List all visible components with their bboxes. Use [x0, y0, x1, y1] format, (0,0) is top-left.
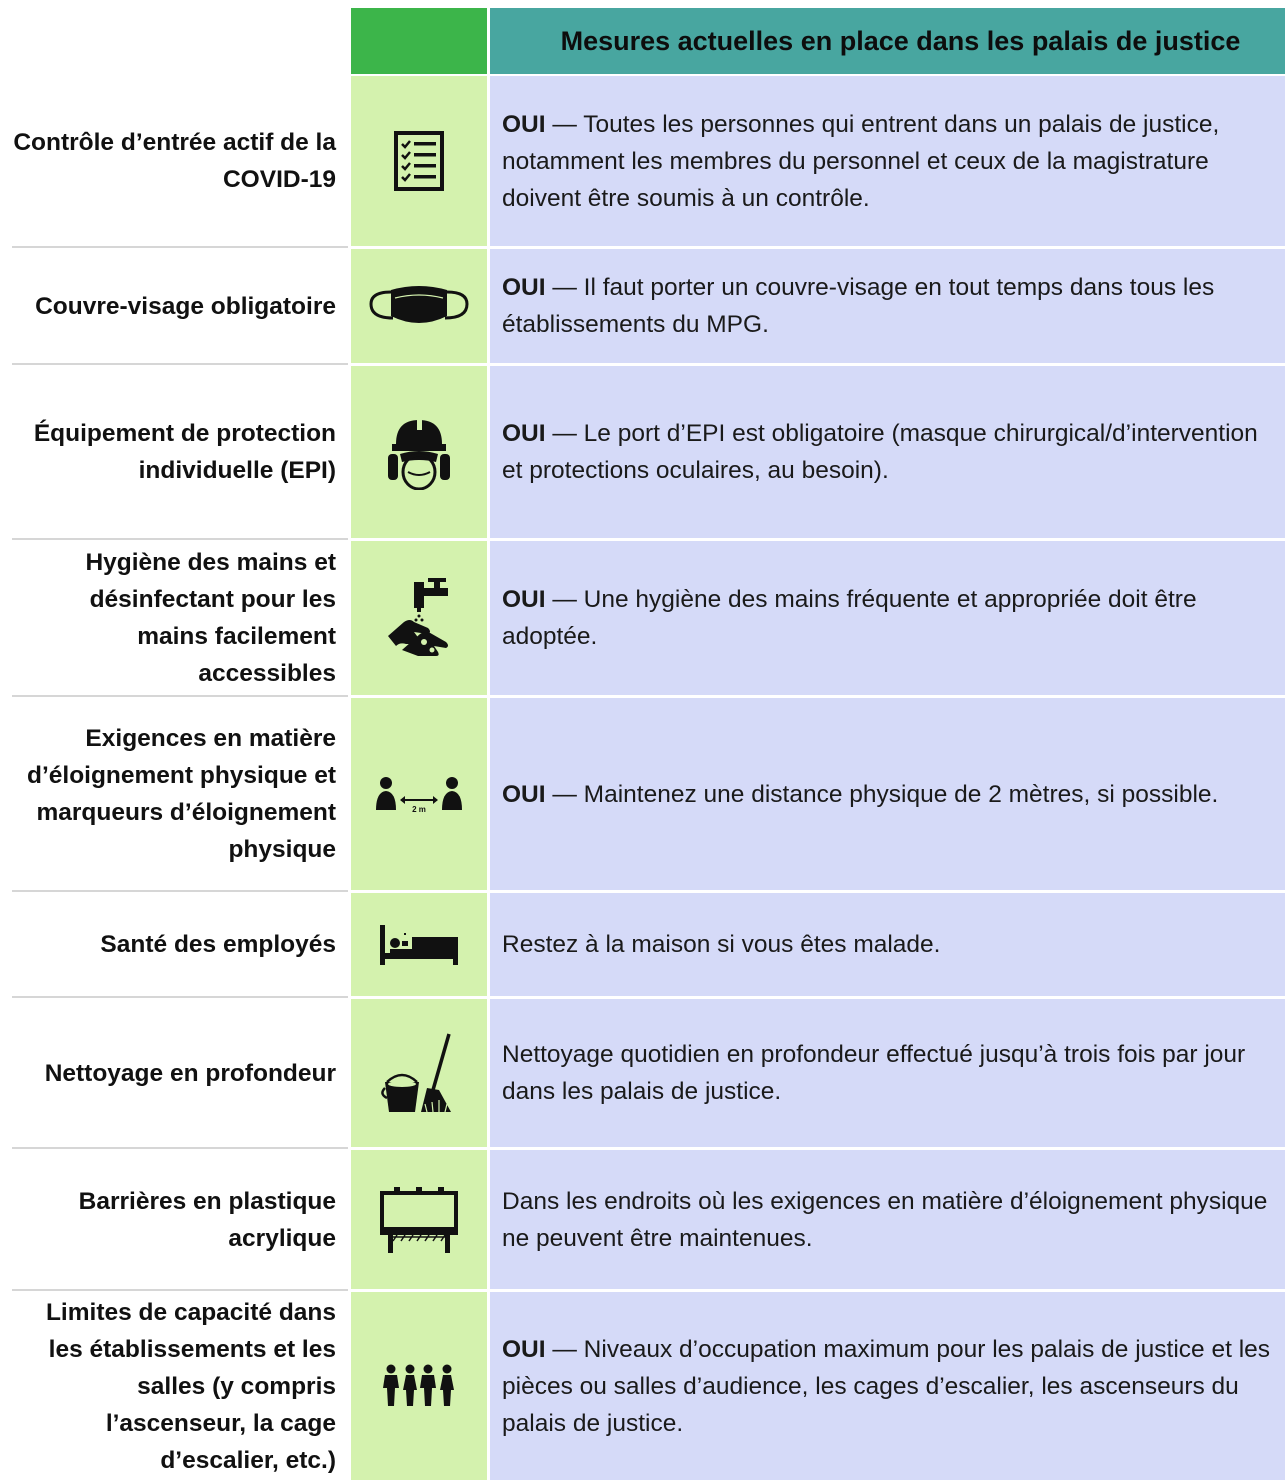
- table-header: [0, 8, 1285, 74]
- row-divider: [12, 538, 348, 540]
- row-label: Contrôle d’entrée actif de la COVID-19: [13, 129, 336, 193]
- hand-washing-icon: [384, 578, 454, 658]
- social-distance-icon: [374, 774, 464, 814]
- plexiglass-barrier-icon: [378, 1185, 460, 1255]
- sick-bed-icon: [378, 923, 460, 967]
- table-row: [0, 999, 1285, 1147]
- row-label: Santé des employés: [100, 931, 336, 958]
- row-divider: [12, 890, 348, 892]
- table-row: [0, 1150, 1285, 1289]
- header-title-cell: [490, 8, 1285, 74]
- row-description: Nettoyage quotidien en profondeur effectué jusqu’à trois fois par jour dans les palais de justice.: [502, 1041, 1246, 1105]
- table-row: [0, 541, 1285, 695]
- row-label: Limites de capacité dans les établissements et les salles (y compris l’ascenseur, la cage d’escalier, etc.): [45, 1298, 336, 1474]
- row-divider: [12, 246, 348, 248]
- row-description: OUI — Maintenez une distance physique de 2 mètres, si possible.: [502, 780, 1219, 808]
- table-row: [0, 893, 1285, 996]
- row-label: Nettoyage en profondeur: [44, 1059, 336, 1087]
- table-row: [0, 76, 1285, 246]
- table-row: [0, 1292, 1285, 1480]
- row-description: OUI — Une hygiène des mains fréquente et appropriée doit être adoptée.: [502, 586, 1197, 650]
- distance-label: 2 m: [412, 805, 426, 814]
- table-title: Mesures actuelles en place dans les palais de justice: [560, 25, 1241, 56]
- row-description: OUI — Le port d’EPI est obligatoire (masque chirurgical/d’intervention et protections oculaires, au besoin).: [502, 420, 1258, 484]
- header-icon-cell: [351, 8, 487, 74]
- row-divider: [12, 1147, 348, 1149]
- row-label: Barrières en plastique acrylique: [78, 1187, 336, 1252]
- row-divider: [12, 996, 348, 998]
- row-description: Restez à la maison si vous êtes malade.: [502, 931, 941, 958]
- table-row: [0, 698, 1285, 890]
- row-description: OUI — Niveaux d’occupation maximum pour les palais de justice et les pièces ou salles d’audience, les cages d’escalier, les ascenseurs du palais de justice.: [502, 1335, 1271, 1437]
- group-people-icon: [381, 1364, 457, 1408]
- table-row: [0, 249, 1285, 363]
- row-divider: [12, 695, 348, 697]
- ppe-worker-icon: [386, 414, 452, 490]
- row-label: Hygiène des mains et désinfectant pour les mains facilement accessibles: [85, 549, 336, 687]
- bucket-mop-icon: [381, 1032, 457, 1114]
- row-label: Couvre-visage obligatoire: [35, 292, 336, 320]
- row-description: OUI — Il faut porter un couvre-visage en tout temps dans tous les établissements du MPG.: [502, 274, 1215, 338]
- face-mask-icon: [367, 284, 471, 328]
- row-description: Dans les endroits où les exigences en matière d’éloignement physique ne peuvent être maintenues.: [502, 1187, 1268, 1252]
- row-label: Exigences en matière d’éloignement physique et marqueurs d’éloignement physique: [26, 725, 336, 863]
- row-description: OUI — Toutes les personnes qui entrent dans un palais de justice, notamment les membres du personnel et ceux de la magistrature doivent être soumis à un contrôle.: [502, 110, 1220, 212]
- table-row: [0, 366, 1285, 538]
- row-label: Équipement de protection individuelle (EPI): [33, 420, 336, 484]
- checklist-icon: [393, 130, 445, 192]
- row-divider: [12, 363, 348, 365]
- row-divider: [12, 1289, 348, 1291]
